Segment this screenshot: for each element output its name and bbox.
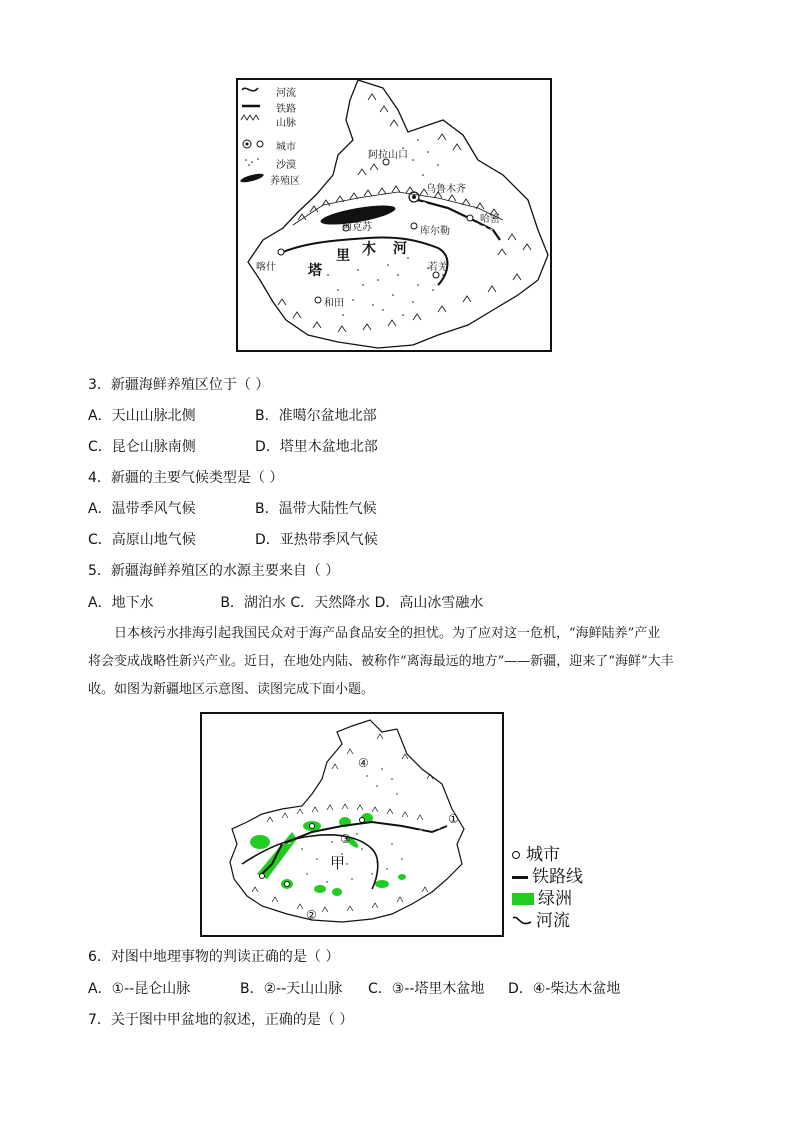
railway-line-icon (512, 876, 528, 879)
question-6-option-b[interactable]: B．②--天山山脉 (240, 981, 343, 997)
oasis-areas (250, 813, 406, 896)
passage (88, 620, 708, 704)
map2-legend-river: 河流 (512, 906, 570, 931)
basin-label: 甲 (330, 854, 346, 872)
question-6-option-a[interactable]: A．①--昆仑山脉 (88, 981, 191, 997)
city-kashgar: 喀什 (256, 262, 276, 273)
marker-1: ① (448, 812, 459, 826)
question-4-stem: 4．新疆的主要气候类型是（ ） (88, 470, 284, 486)
legend-mountain-label: 山脉 (276, 118, 296, 129)
question-6-option-d[interactable]: D．④-柴达木盆地 (508, 981, 621, 997)
city-hami: 哈密 (480, 214, 500, 225)
question-4-option-a[interactable]: A．温带季风气候 (88, 501, 196, 517)
marker-2: ② (306, 908, 317, 922)
question-3-option-d[interactable]: D．塔里木盆地北部 (255, 439, 378, 455)
legend-river-label: 河流 (276, 88, 296, 99)
question-6-option-c[interactable]: C．③--塔里木盆地 (368, 981, 485, 997)
legend-farm-label: 养殖区 (270, 176, 300, 187)
xinjiang-map-1 (236, 78, 552, 352)
question-7-stem: 7．关于图中甲盆地的叙述，正确的是（ ） (88, 1012, 354, 1028)
city-korla: 库尔勒 (420, 226, 450, 237)
city-ruoqiang: 若羌 (428, 262, 448, 273)
question-6-stem: 6．对图中地理事物的判读正确的是（ ） (88, 949, 340, 965)
passage-line-1: 日本核污水排海引起我国民众对于海产品食品安全的担忧。为了应对这一危机，“海鲜陆养”产业 (114, 626, 661, 641)
oasis-swatch-icon (512, 893, 534, 905)
question-4-option-d[interactable]: D．亚热带季风气候 (255, 532, 378, 548)
passage-line-2: 将会变成战略性新兴产业。近日，在地处内陆、被称作“离海最远的地方”——新疆，迎来了“海鲜”大丰 (88, 654, 674, 669)
marker-3: ③ (340, 832, 351, 846)
legend-city-label: 城市 (276, 142, 296, 153)
river-line-icon (512, 914, 532, 928)
river-char-3: 木 (362, 241, 376, 257)
map2-legend-oasis: 绿洲 (512, 884, 572, 909)
city-hotan: 和田 (324, 298, 344, 309)
question-3-option-a[interactable]: A．天山山脉北侧 (88, 408, 196, 424)
legend-railway-label: 铁路 (276, 104, 296, 115)
marker-4: ④ (358, 756, 369, 770)
question-3-option-b[interactable]: B．准噶尔盆地北部 (255, 408, 377, 424)
xinjiang-map-2 (200, 712, 504, 937)
question-3-stem: 3．新疆海鲜养殖区位于（ ） (88, 377, 270, 393)
passage-line-3: 收。如图为新疆地区示意图、读图完成下面小题。 (88, 682, 375, 697)
city-urumqi: 乌鲁木齐 (426, 184, 466, 195)
city-aksu: 阿克苏 (342, 222, 372, 233)
question-5-options[interactable]: A．地下水 B．湖泊水 C．天然降水 D．高山冰雪融水 (88, 595, 484, 611)
legend-desert-label: 沙漠 (276, 160, 296, 171)
city-marker-icon (512, 851, 520, 859)
question-5-stem: 5．新疆海鲜养殖区的水源主要来自（ ） (88, 563, 340, 579)
city-alashankou: 阿拉山口 (368, 150, 408, 161)
question-4-option-c[interactable]: C．高原山地气候 (88, 532, 196, 548)
river-char-1: 塔 (308, 263, 322, 279)
map2-legend-railway: 铁路线 (512, 862, 583, 887)
map2-legend-city: 城市 (512, 840, 560, 865)
question-4-option-b[interactable]: B．温带大陆性气候 (255, 501, 377, 517)
question-3-option-c[interactable]: C．昆仑山脉南侧 (88, 439, 196, 455)
river-char-2: 里 (336, 248, 350, 264)
river-char-4: 河 (393, 241, 407, 257)
